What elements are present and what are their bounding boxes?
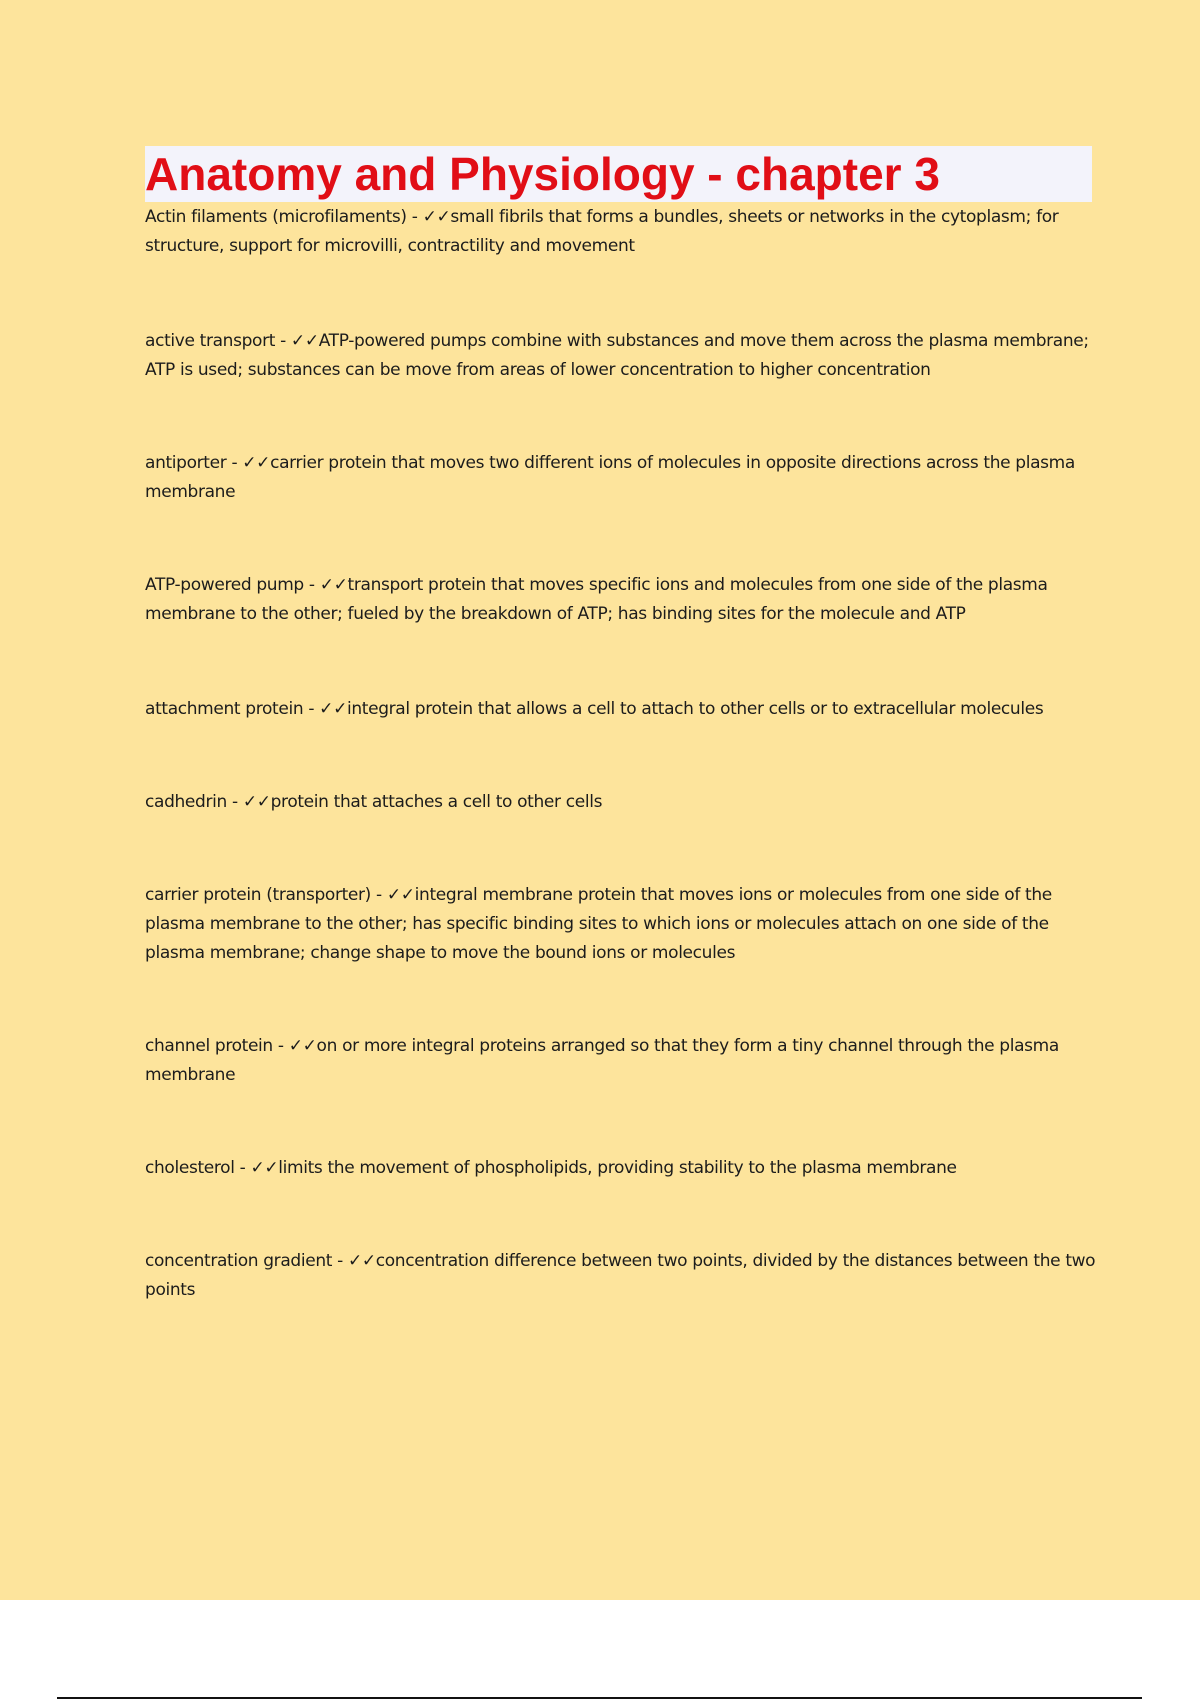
glossary-entry [145,788,1100,817]
entry-definition: ATP-powered pumps combine with substances and move them across the plasma membrane; ATP is used; substances can be move from areas of lower concentration to higher concentration [145,331,1089,380]
entry-separator: - ✓✓ [226,792,271,812]
entry-definition: integral membrane protein that moves ions or molecules from one side of the plasma membrane to the other; has specific binding sites to which ions or molecules attach on one side of the plasma membrane; change shape to move the bound ions or molecules [145,885,1052,963]
glossary-entry [145,1247,1100,1305]
entry-definition: concentration difference between two points, divided by the distances between the two points [145,1251,1096,1300]
entry-separator: - ✓✓ [303,575,348,595]
entry-definition: integral protein that allows a cell to attach to other cells or to extracellular molecules [346,699,1044,719]
entry-definition: carrier protein that moves two different ions of molecules in opposite directions across the plasma membrane [145,453,1075,502]
page-divider-line [57,1697,1142,1699]
entry-definition: on or more integral proteins arranged so that they form a tiny channel through the plasma membrane [145,1036,1059,1085]
entry-term: cadhedrin [145,792,227,812]
entry-definition: small fibrils that forms a bundles, sheets or networks in the cytoplasm; for structure, support for microvilli, contractility and movement [145,207,1059,256]
entry-term: concentration gradient [145,1251,333,1271]
entry-separator: - ✓✓ [370,885,415,905]
glossary-entry [145,1154,1100,1183]
glossary-entry [145,327,1100,385]
entry-term: carrier protein (transporter) [145,885,371,905]
glossary-entry [145,449,1100,507]
glossary-entry [145,1032,1100,1090]
entry-separator: - ✓✓ [406,207,451,227]
glossary-list [145,203,1100,1305]
glossary-entry [145,571,1100,629]
glossary-entry [145,695,1100,724]
entry-term: cholesterol [145,1158,235,1178]
glossary-entry [145,881,1100,968]
entry-term: ATP-powered pump [145,575,304,595]
entry-separator: - ✓✓ [303,699,347,719]
entry-separator: - ✓✓ [226,453,271,473]
entry-separator: - ✓✓ [275,331,319,351]
entry-definition: protein that attaches a cell to other cells [270,792,603,812]
entry-definition: transport protein that moves specific ions and molecules from one side of the plasma membrane to the other; fueled by the breakdown of ATP; has binding sites for the molecule and ATP [145,575,1048,624]
entry-definition: limits the movement of phospholipids, providing stability to the plasma membrane [278,1158,957,1178]
entry-separator: - ✓✓ [234,1158,279,1178]
glossary-entry [145,203,1100,261]
entry-term: channel protein [145,1036,273,1056]
entry-separator: - ✓✓ [332,1251,376,1271]
document-title: Anatomy and Physiology - chapter 3 [145,148,940,200]
entry-separator: - ✓✓ [272,1036,317,1056]
entry-term: Actin filaments (microfilaments) [145,207,407,227]
entry-term: antiporter [145,453,227,473]
entry-term: attachment protein [145,699,304,719]
entry-term: active transport [145,331,276,351]
